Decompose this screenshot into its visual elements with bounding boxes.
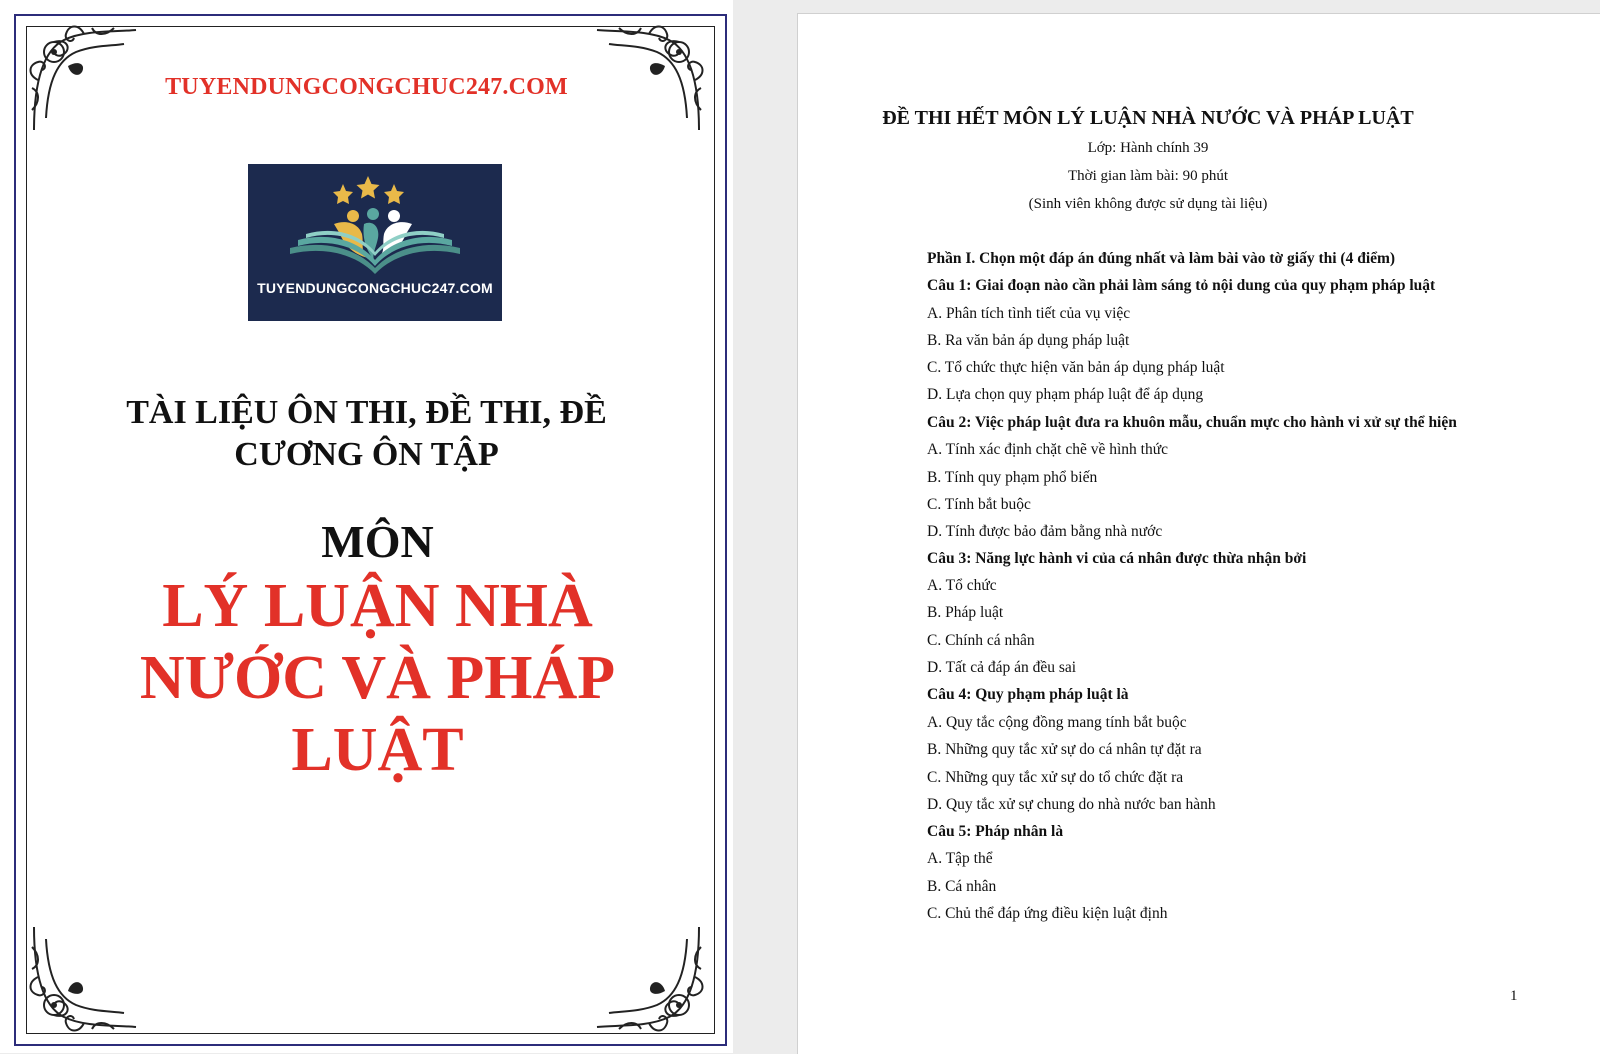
cover-page [0,0,733,1053]
answer-option: B. Cá nhân [927,878,997,895]
answer-option: B. Tính quy phạm phổ biến [927,469,1098,486]
cover-title-line: TÀI LIỆU ÔN THI, ĐỀ THI, ĐỀ [126,394,607,431]
answer-option: A. Tập thể [927,850,993,867]
cover-title [100,392,633,476]
answer-option: A. Quy tắc cộng đồng mang tính bắt buộc [927,714,1187,731]
corner-ornament-icon [589,917,709,1037]
answer-option: C. Tính bắt buộc [927,496,1031,513]
answer-option: B. Ra văn bản áp dụng pháp luật [927,332,1130,349]
page-number: 1 [1510,988,1518,1004]
answer-option: A. Tổ chức [927,577,997,594]
answer-option: D. Tất cả đáp án đều sai [927,659,1077,676]
question: Câu 1: Giai đoạn nào cần phải làm sáng tỏ nội dung của quy phạm pháp luật [927,277,1436,294]
subject-title-line: LUẬT [291,716,464,784]
exam-note: (Sinh viên không được sử dụng tài liệu) [1028,196,1268,212]
question: Câu 3: Năng lực hành vi của cá nhân được thừa nhận bởi [927,550,1307,567]
answer-option: A. Tính xác định chặt chẽ về hình thức [927,441,1168,458]
answer-option: C. Những quy tắc xử sự do tổ chức đặt ra [927,769,1184,786]
answer-option: C. Chính cá nhân [927,632,1035,649]
answer-option: D. Quy tắc xử sự chung do nhà nước ban hành [927,796,1216,813]
section-heading: Phần I. Chọn một đáp án đúng nhất và làm bài vào tờ giấy thi (4 điểm) [927,250,1396,267]
open-book-stars-icon [248,164,502,321]
cover-title-line: CƯƠNG ÔN TẬP [234,436,499,473]
question: Câu 4: Quy phạm pháp luật là [927,686,1129,703]
answer-option: C. Tổ chức thực hiện văn bản áp dụng pháp luật [927,359,1225,376]
logo-text: TUYENDUNGCONGCHUC247.COM [257,280,493,296]
answer-option: D. Lựa chọn quy phạm pháp luật để áp dụng [927,386,1204,403]
answer-option: D. Tính được bảo đảm bằng nhà nước [927,523,1163,540]
answer-option: B. Pháp luật [927,604,1004,621]
site-name-header: TUYENDUNGCONGCHUC247.COM [165,74,568,100]
subject-title-line: LÝ LUẬN NHÀ [162,572,593,640]
exam-time: Thời gian làm bài: 90 phút [1068,168,1228,184]
exam-page [797,13,1600,1054]
answer-option: B. Những quy tắc xử sự do cá nhân tự đặt ra [927,741,1202,758]
subject-label: MÔN [321,516,434,567]
logo [248,164,502,321]
answer-option: A. Phân tích tình tiết của vụ việc [927,305,1131,322]
subject-title [90,570,665,786]
question: Câu 5: Pháp nhân là [927,823,1064,840]
subject-title-line: NƯỚC VÀ PHÁP [139,644,616,712]
exam-title: ĐỀ THI HẾT MÔN LÝ LUẬN NHÀ NƯỚC VÀ PHÁP LUẬT [882,107,1414,129]
corner-ornament-icon [24,917,144,1037]
exam-class: Lớp: Hành chính 39 [1087,140,1209,156]
question: Câu 2: Việc pháp luật đưa ra khuôn mẫu, chuẩn mực cho hành vi xử sự thể hiện [927,414,1457,431]
answer-option: C. Chủ thể đáp ứng điều kiện luật định [927,905,1168,922]
